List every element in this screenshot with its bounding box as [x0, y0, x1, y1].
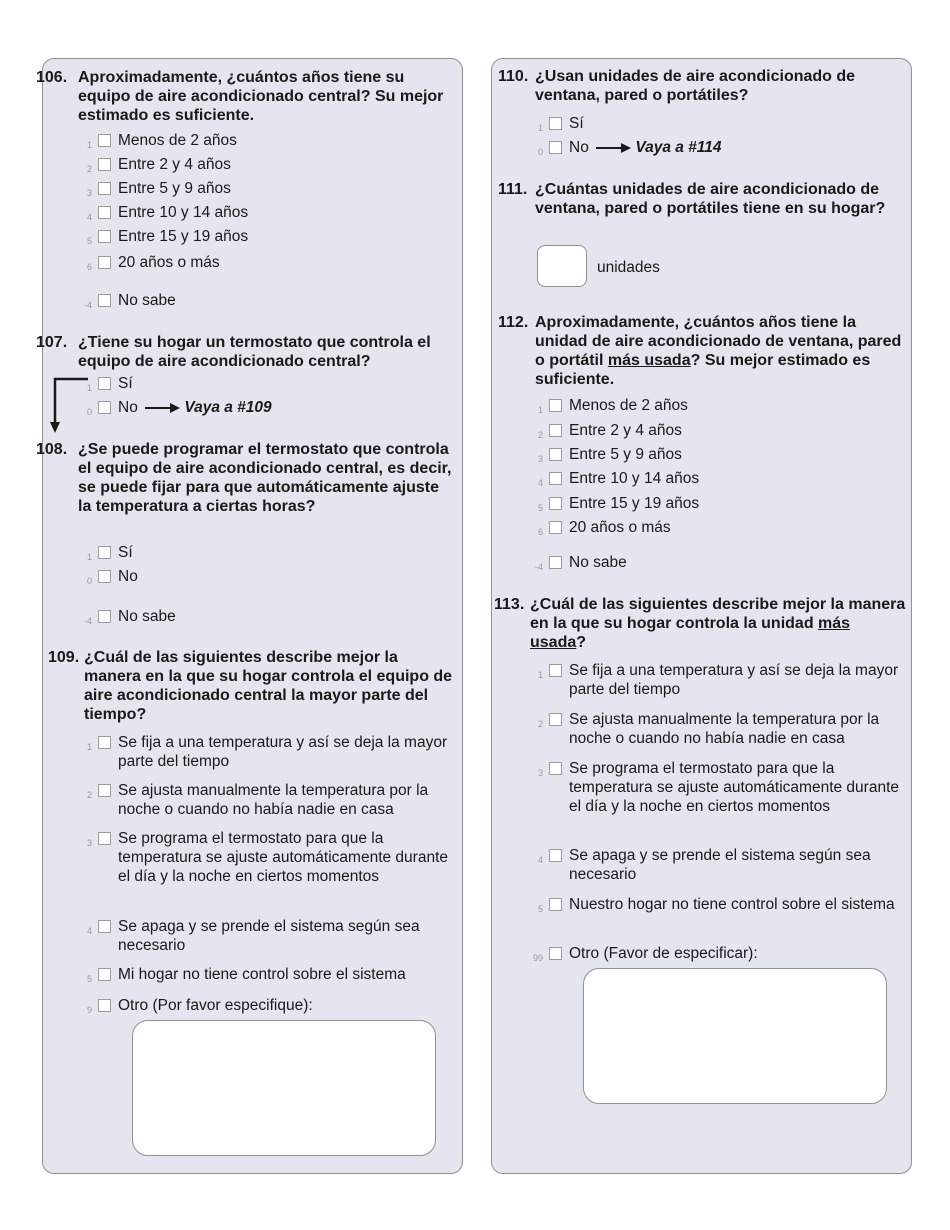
underlined-emphasis: más usada: [607, 352, 691, 369]
option-code: -4: [83, 300, 92, 310]
option-label: Sí: [569, 115, 584, 132]
option-label: Se fija a una temperatura y así se deja la mayor parte del tiempo: [118, 734, 448, 770]
option-code: 2: [86, 790, 92, 800]
option-label: No: [118, 399, 138, 416]
option-code: 2: [86, 164, 92, 174]
option-label: Entre 15 y 19 años: [118, 228, 249, 245]
option-label: Se ajusta manualmente la temperatura por la noche o cuando no había nadie en casa: [569, 711, 880, 747]
option-label: Entre 5 y 9 años: [118, 180, 231, 197]
checkbox[interactable]: [98, 182, 111, 195]
option-label: Sí: [118, 544, 133, 561]
checkbox[interactable]: [549, 424, 562, 437]
option-code: 1: [537, 405, 543, 415]
option-code: 9: [86, 1005, 92, 1015]
question-111: [498, 180, 908, 218]
option-code: 4: [86, 212, 92, 222]
option-label: Mi hogar no tiene control sobre el sistema: [118, 966, 406, 983]
checkbox[interactable]: [98, 256, 111, 269]
option-code: 1: [537, 670, 543, 680]
option-code: 3: [537, 768, 543, 778]
checkbox[interactable]: [549, 849, 562, 862]
unit-label: unidades: [597, 259, 660, 276]
option-label: 20 años o más: [569, 519, 671, 536]
option-label: No: [118, 568, 138, 585]
question-number: 111.: [498, 181, 528, 198]
checkbox[interactable]: [98, 158, 111, 171]
option-code: 3: [537, 454, 543, 464]
option-label: Sí: [118, 375, 133, 392]
question-108: [36, 440, 456, 516]
checkbox[interactable]: [549, 664, 562, 677]
question-110: [498, 67, 908, 105]
option-label: Entre 5 y 9 años: [569, 446, 682, 463]
option-label: Entre 10 y 14 años: [569, 470, 700, 487]
option-code: 1: [86, 383, 92, 393]
right-arrow-icon: [596, 143, 631, 153]
checkbox[interactable]: [98, 968, 111, 981]
option-code: 1: [537, 123, 543, 133]
option-label: No sabe: [118, 608, 176, 625]
checkbox[interactable]: [98, 610, 111, 623]
question-107: [36, 333, 456, 371]
option-label: Otro (Por favor especifique):: [118, 997, 313, 1014]
right-arrow-icon: [145, 403, 180, 413]
unit-count-input[interactable]: [537, 245, 587, 287]
option-code: 5: [86, 974, 92, 984]
checkbox[interactable]: [549, 472, 562, 485]
question-number: 110.: [498, 68, 529, 85]
option-code: 0: [86, 576, 92, 586]
question-text: ¿Usan unidades de aire acondicionado de ventana, pared o portátiles?: [535, 68, 856, 104]
checkbox[interactable]: [98, 570, 111, 583]
option-label: Otro (Favor de especificar):: [569, 945, 758, 962]
option-code: 1: [86, 140, 92, 150]
option-label: No sabe: [118, 292, 176, 309]
question-number: 106.: [36, 69, 68, 86]
checkbox[interactable]: [549, 713, 562, 726]
checkbox[interactable]: [98, 230, 111, 243]
option-code: 4: [537, 478, 543, 488]
option-code: 0: [537, 147, 543, 157]
option-code: 3: [86, 838, 92, 848]
option-code: 4: [86, 926, 92, 936]
option-label: Menos de 2 años: [569, 397, 688, 414]
option-label: Se apaga y se prende el sistema según sea necesario: [569, 847, 871, 883]
option-label: Se programa el termostato para que la temperatura se ajuste automáticamente durante el día y la noche en ciertos momentos: [118, 830, 448, 885]
option-code: 5: [537, 503, 543, 513]
skip-instruction: [145, 398, 272, 417]
checkbox[interactable]: [549, 141, 562, 154]
other-specify-textarea[interactable]: [583, 968, 887, 1104]
checkbox[interactable]: [549, 898, 562, 911]
option-label: Se ajusta manualmente la temperatura por la noche o cuando no había nadie en casa: [118, 782, 429, 818]
question-text: ¿Cuál de las siguientes describe mejor la manera en la que su hogar controla el equipo de aire acondicionado central la mayor parte del tiempo?: [84, 649, 453, 723]
checkbox[interactable]: [549, 399, 562, 412]
option-code: 6: [86, 262, 92, 272]
option-code: 5: [86, 236, 92, 246]
option-label: Se apaga y se prende el sistema según sea necesario: [118, 918, 420, 954]
question-number: 109.: [48, 649, 80, 666]
question-text: ¿Se puede programar el termostato que controla el equipo de aire acondicionado central, es decir, se puede fijar para que automáticamente ajuste la temperatura a ciertas horas?: [78, 441, 452, 515]
question-text: ¿Cuál de las siguientes describe mejor la manera en la que su hogar controla la unidad más usada?: [530, 596, 906, 651]
checkbox[interactable]: [549, 117, 562, 130]
option-code: 3: [86, 188, 92, 198]
checkbox[interactable]: [98, 832, 111, 845]
option-code: 5: [537, 904, 543, 914]
option-label: Entre 10 y 14 años: [118, 204, 249, 221]
checkbox[interactable]: [549, 448, 562, 461]
checkbox[interactable]: [549, 762, 562, 775]
option-label: Menos de 2 años: [118, 132, 237, 149]
checkbox[interactable]: [98, 401, 111, 414]
question-number: 113.: [494, 596, 525, 613]
option-code: 2: [537, 430, 543, 440]
checkbox[interactable]: [98, 736, 111, 749]
option-code: 6: [537, 527, 543, 537]
checkbox[interactable]: [98, 294, 111, 307]
checkbox[interactable]: [98, 920, 111, 933]
checkbox[interactable]: [549, 556, 562, 569]
checkbox[interactable]: [98, 784, 111, 797]
option-label: No sabe: [569, 554, 627, 571]
option-code: -4: [83, 616, 92, 626]
option-label: Se fija a una temperatura y así se deja la mayor parte del tiempo: [569, 662, 899, 698]
option-code: 99: [532, 953, 543, 963]
question-number: 107.: [36, 334, 68, 351]
underlined-emphasis: más usada: [530, 615, 851, 651]
skip-instruction: [596, 138, 722, 157]
skip-target: Vaya a #114: [635, 139, 722, 156]
question-text: Aproximadamente, ¿cuántos años tiene su equipo de aire acondicionado central? Su mejor estimado es suficiente.: [78, 69, 444, 124]
question-113: [494, 595, 908, 652]
question-number: 112.: [498, 314, 529, 331]
question-106: [36, 68, 456, 125]
option-label: Nuestro hogar no tiene control sobre el sistema: [569, 896, 895, 913]
checkbox[interactable]: [549, 497, 562, 510]
question-number: 108.: [36, 441, 68, 458]
option-code: 1: [86, 552, 92, 562]
option-code: -4: [534, 562, 543, 572]
other-specify-textarea[interactable]: [132, 1020, 436, 1156]
checkbox[interactable]: [549, 947, 562, 960]
option-label: Entre 15 y 19 años: [569, 495, 700, 512]
question-text: ¿Tiene su hogar un termostato que controla el equipo de aire acondicionado central?: [78, 334, 431, 370]
question-text: Aproximadamente, ¿cuántos años tiene la unidad de aire acondicionado de ventana, pared o portátil más usada? Su mejor estimado es suficiente.: [535, 314, 902, 388]
option-label: No: [569, 139, 589, 156]
option-code: 2: [537, 719, 543, 729]
checkbox[interactable]: [98, 999, 111, 1012]
question-109: [48, 648, 453, 724]
checkbox[interactable]: [549, 521, 562, 534]
option-code: 1: [86, 742, 92, 752]
question-text: ¿Cuántas unidades de aire acondicionado de ventana, pared o portátiles tiene en su hogar?: [535, 181, 886, 217]
checkbox[interactable]: [98, 377, 111, 390]
option-label: Se programa el termostato para que la temperatura se ajuste automáticamente durante el día y la noche en ciertos momentos: [569, 760, 899, 815]
skip-target: Vaya a #109: [184, 399, 272, 416]
checkbox[interactable]: [98, 134, 111, 147]
option-label: Entre 2 y 4 años: [118, 156, 231, 173]
option-code: 0: [86, 407, 92, 417]
question-112: [498, 313, 908, 389]
option-label: 20 años o más: [118, 254, 220, 271]
checkbox[interactable]: [98, 206, 111, 219]
checkbox[interactable]: [98, 546, 111, 559]
option-label: Entre 2 y 4 años: [569, 422, 682, 439]
option-code: 4: [537, 855, 543, 865]
